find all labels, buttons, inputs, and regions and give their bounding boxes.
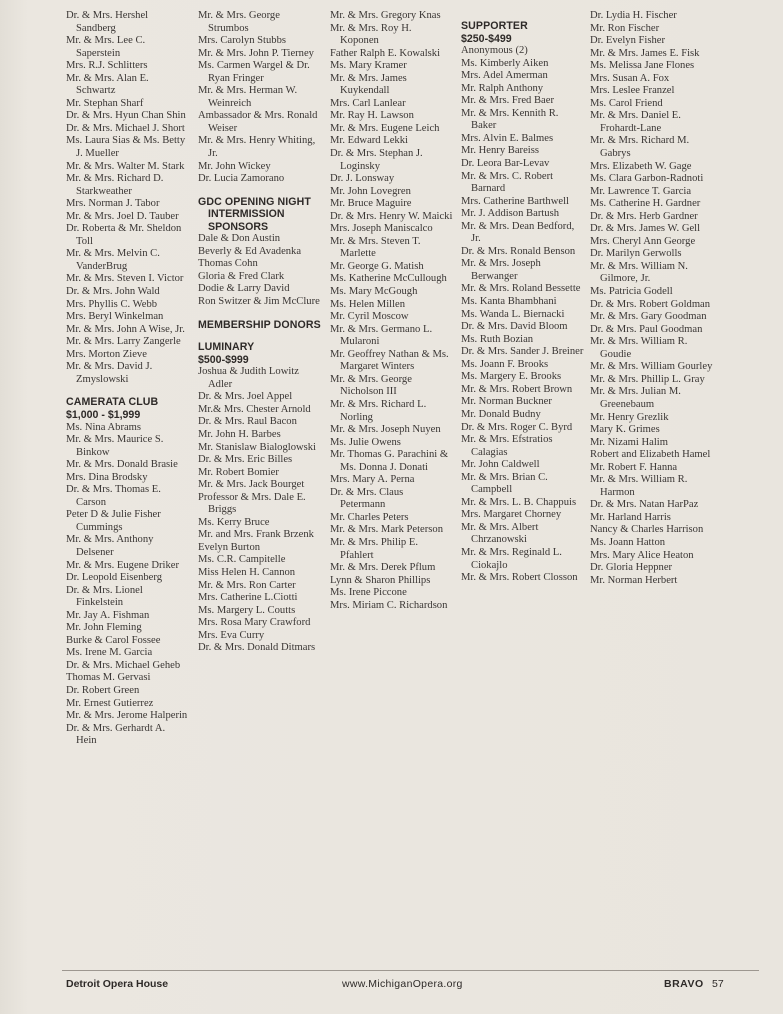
donor-name: Dodie & Larry David [198,283,290,295]
donor-name: Mr. & Mrs. Robert Brown [461,383,573,395]
donor-name: Ryan Fringer [208,72,264,84]
donor-column-2 [198,10,321,655]
donor-column-3 [330,10,453,612]
donor-name: Dr. Gloria Heppner [590,562,673,574]
donor-name: Mr. & Mrs. L. B. Chappuis [461,496,577,508]
donor-name: Mr. & Mrs. John A Wise, Jr. [66,323,185,335]
donor-name: Ambassador & Mrs. Ronald [198,110,318,122]
donor-name: Mrs. Phyllis C. Webb [66,298,158,310]
donor-name: Ms. Patricia Godell [590,286,673,298]
donor-name: Mrs. Mary Alice Heaton [590,549,694,561]
donor-name: Dr. Leopold Eisenberg [66,572,163,584]
donor-name: Dr. & Mrs. Michael Geheb [66,659,181,671]
donor-name: Mr. Stephan Sharf [66,97,144,109]
footer-rule [62,970,759,971]
donor-name: Thomas Cohn [198,258,258,270]
donor-name: Mr. and Mrs. Frank Brzenk [198,529,314,541]
donor-name: Mr. & Mrs. Julian M. [590,386,681,398]
donor-name: Mrs. Elizabeth W. Gage [590,160,692,172]
donor-name: Mr. & Mrs. Dean Bedford, [461,220,575,232]
donor-name: Thomas M. Gervasi [66,672,151,684]
donor-name: Mrs. Eva Curry [198,629,265,641]
donor-name: Harmon [600,486,635,498]
donor-name: Carson [76,496,107,508]
donor-name: Loginsky [340,160,381,172]
donor-name: Mr. Lawrence T. Garcia [590,185,692,197]
donor-name: Mr. George G. Matish [330,260,424,272]
donor-name: Mr. John Lovegren [330,185,411,197]
donor-name: Ms. Melissa Jane Flones [590,60,695,72]
donor-name: Mr. & Mrs. Maurice S. [66,434,164,446]
donor-name: Mr. Ron Fischer [590,22,660,34]
donor-name: Mrs. Alvin E. Balmes [461,132,554,144]
donor-name: Ms. Julie Owens [330,436,401,448]
donor-name: Dr. Leora Bar-Levav [461,158,550,170]
donor-name: Beverly & Ed Avadenka [198,245,302,257]
donor-name: Dale & Don Austin [198,233,281,245]
donor-name: Mr. Robert Bomier [198,466,279,478]
donor-name: Mr. Norman Herbert [590,574,678,586]
donor-name: Mrs. Norman J. Tabor [66,198,160,210]
donor-name: Ms. Clara Garbon-Radnoti [590,173,704,185]
donation-range: $500-$999 [198,353,249,366]
donor-name: Dr. & Mrs. Thomas E. [66,484,161,496]
donor-name: Mr. & Mrs. Eugene Leich [330,122,440,134]
donor-name: Mrs. Morton Zieve [66,348,147,360]
donor-name: Dr. & Mrs. Hershel [66,10,149,21]
donor-name: Dr. & Mrs. Herb Gardner [590,210,698,222]
donor-name: Pfahlert [340,549,374,561]
donor-name: Mr. John Caldwell [461,459,540,471]
donor-name: Mr. Cyril Moscow [330,311,409,323]
donor-name: Mr. & Mrs. Joseph Nuyen [330,424,441,436]
donor-name: Zmyslowski [76,373,129,385]
donor-name: Mr. Thomas G. Parachini & [330,449,449,461]
donor-name: Mr. & Mrs. Phillip L. Gray [590,373,705,385]
donor-name: Mr. & Mrs. Melvin C. [66,248,160,260]
donor-name: Ms. Kanta Bhambhani [461,296,557,308]
donation-range: $1,000 - $1,999 [66,408,141,421]
donor-name: Mr. & Mrs. Ron Carter [198,579,296,591]
donor-name: Barnard [471,183,506,195]
donor-name: Binkow [76,446,110,458]
donor-name: Mr. & Mrs. Mark Peterson [330,524,443,536]
donor-name: Mr. & Mrs. Anthony [66,534,154,546]
donor-name: Mr. & Mrs. Efstratios [461,434,553,446]
donor-name: Mr. Ernest Gutierrez [66,697,154,709]
donor-name: Dr. & Mrs. Michael J. Short [66,122,185,134]
donor-name: Goudie [600,348,632,360]
section-heading: GDC OPENING NIGHT [198,195,311,208]
donor-name: Dr. & Mrs. Sander J. Breiner [461,346,584,358]
donor-name: Ms. Kimberly Aiken [461,57,549,69]
donor-name: Miss Helen H. Cannon [198,566,296,578]
donor-name: Mr. & Mrs. Kennith R. [461,107,559,119]
section-heading: INTERMISSION [208,208,285,221]
section-heading: CAMERATA CLUB [66,396,159,409]
donor-name: Mr. & Mrs. Jack Bourget [198,479,305,491]
donor-name: Mr. & Mrs. Lee C. [66,35,146,47]
donor-name: Mr. & Mrs. Walter M. Stark [66,160,185,172]
donor-name: Mrs. Catherine L.Ciotti [198,592,298,604]
donor-name: Mr. & Mrs. Philip E. [330,536,418,548]
donor-name: Saperstein [76,47,121,59]
donor-name: Ms. Mary Kramer [330,60,407,72]
donor-name: Briggs [208,504,237,516]
donor-name: Weinreich [208,97,252,109]
donor-name: Mr. & Mrs. Daniel E. [590,110,681,122]
donor-name: Cummings [76,521,123,533]
donor-name: Ms. Kerry Bruce [198,516,270,528]
donor-name: Mr. John H. Barbes [198,428,281,440]
donor-name: Ms. Donna J. Donati [340,461,428,473]
donor-name: Mr. Norman Buckner [461,396,552,408]
donor-name: Mr. & Mrs. George [330,373,412,385]
donor-name: Gabrys [600,148,631,160]
donor-name: Mrs. Adel Amerman [461,70,548,82]
donor-name: Greenebaum [600,398,655,410]
donor-name: Evelyn Burton [198,541,261,553]
donor-name: Gloria & Fred Clark [198,270,285,282]
donor-name: Dr. & Mrs. Lionel [66,584,143,596]
donor-name: Mrs. Beryl Winkelman [66,311,164,323]
donor-name: Baker [471,120,497,132]
donor-name: Jr. [471,233,481,245]
donor-name: Mr. John Fleming [66,622,142,634]
donor-name: Dr. Evelyn Fisher [590,35,666,47]
donor-name: Lynn & Sharon Phillips [330,574,431,586]
donor-name: Mr. & Mrs. James [330,72,407,84]
donor-name: Mr. & Mrs. Brian C. [461,471,548,483]
donor-name: Mr. Edward Lekki [330,135,408,147]
donor-name: Mr. & Mrs. Albert [461,521,539,533]
donor-name: Mrs. Dina Brodsky [66,471,148,483]
donor-name: Ms. Wanda L. Biernacki [461,308,565,320]
donor-name: Dr. & Mrs. James W. Gell [590,223,701,235]
donor-name: Dr. & Mrs. Raul Bacon [198,416,297,428]
donor-name: Gilmore, Jr. [600,273,651,285]
donor-name: Mr. Stanislaw Bialoglowski [198,441,317,453]
donor-name: Mr. & Mrs. Henry Whiting, [198,135,316,147]
donor-name: Campbell [471,484,513,496]
donor-name: Mr. John Wickey [198,160,271,172]
donor-name: Toll [76,235,93,247]
donor-name: Mr. & Mrs. Richard M. [590,135,690,147]
donor-name: Dr. J. Lonsway [330,173,395,185]
donor-name: Mrs. Miriam C. Richardson [330,599,448,611]
donor-name: Dr. Marilyn Gerwolls [590,248,682,260]
donor-name: Ms. Irene M. Garcia [66,647,153,659]
donor-name: Anonymous (2) [461,45,528,57]
donor-name: Ms. Helen Millen [330,298,406,310]
donor-name: Mr. & Mrs. Richard D. [66,173,164,185]
donor-name: Mr. & Mrs. Alan E. [66,72,149,84]
donor-name: Dr. & Mrs. Natan HarPaz [590,499,699,511]
donor-name: Father Ralph E. Kowalski [330,47,441,59]
donor-name: Mrs. Joseph Maniscalco [330,223,433,235]
donor-name: Mr. & Mrs. Gary Goodman [590,311,707,323]
donor-name: Schwartz [76,85,116,97]
donor-name: Dr. & Mrs. Henry W. Maicki [330,210,453,222]
donor-name: Mr. Henry Grezlik [590,411,669,423]
donor-name: Robert and Elizabeth Hamel [590,449,711,461]
donor-name: Mr. & Mrs. Roy H. [330,22,412,34]
donor-name: Mr. & Mrs. Derek Pflum [330,562,436,574]
donor-name: Mr. Ralph Anthony [461,82,544,94]
donor-name: Mrs. Leslee Franzel [590,85,675,97]
donor-name: Finkelstein [76,597,124,609]
donor-name: VanderBrug [76,260,128,272]
donor-name: Mr. & Mrs. C. Robert [461,170,554,182]
donor-name: Ms. Irene Piccone [330,587,407,599]
donor-name: Weiser [208,122,238,134]
donor-name: Mr. & Mrs. Joel D. Tauber [66,210,179,222]
page-number: 57 [712,978,724,990]
donor-name: Ms. Catherine H. Gardner [590,198,701,210]
donor-name: Delsener [76,546,114,558]
donor-name: Dr. & Mrs. Ronald Benson [461,245,576,257]
donor-name: Mr. Robert F. Hanna [590,461,678,473]
donor-name: Mr. & Mrs. John P. Tierney [198,47,314,59]
donor-name: Mr. & Mrs. William R. [590,336,688,348]
donor-name: Ms. Carmen Wargel & Dr. [198,60,310,72]
donor-name: Ms. Katherine McCullough [330,273,447,285]
donor-name: Dr. & Mrs. Joel Appel [198,391,293,403]
donor-name: Dr. & Mrs. David Bloom [461,321,568,333]
donor-name: Mrs. Rosa Mary Crawford [198,617,311,629]
donor-name: Dr. & Mrs. Claus [330,486,404,498]
donor-name: Hein [76,735,97,747]
donor-name: Ms. Laura Sias & Ms. Betty [66,135,186,147]
donor-name: Ms. Joann F. Brooks [461,358,549,370]
donor-name: Professor & Mrs. Dale E. [198,491,306,503]
donor-name: Ms. Margery E. Brooks [461,371,562,383]
donor-name: Dr. & Mrs. Stephan J. [330,148,423,160]
donor-name: Mr. & Mrs. Steven I. Victor [66,273,184,285]
donor-name: Mrs. Susan A. Fox [590,72,670,84]
donor-name: Mr. & Mrs. Herman W. [198,85,298,97]
donor-name: Mr. & Mrs. William N. [590,260,688,272]
donor-name: J. Mueller [76,148,119,160]
donor-name: Mr. & Mrs. Eugene Driker [66,559,179,571]
donor-name: Dr. & Mrs. Gerhardt A. [66,722,166,734]
donor-name: Mr. & Mrs. Larry Zangerle [66,336,181,348]
donor-name: Mr. & Mrs. Robert Closson [461,572,578,584]
donor-name: Sandberg [76,22,116,34]
donor-name: Mrs. Mary A. Perna [330,474,415,486]
donor-name: Mary K. Grimes [590,424,660,436]
donation-range: $250-$499 [461,32,512,45]
donor-name: Nicholson III [340,386,397,398]
donor-name: Marlette [340,248,376,260]
donor-name: Mr. Nizami Halim [590,436,668,448]
donor-name: Dr. & Mrs. Eric Billes [198,454,293,466]
donor-name: Margaret Winters [340,361,415,373]
donor-name: Mr. & Mrs. James E. Fisk [590,47,700,59]
donor-name: Mr. Ray H. Lawson [330,110,414,122]
donor-name: Ron Switzer & Jim McClure [198,296,320,308]
donor-name: Mr. & Mrs. William Gourley [590,361,713,373]
donor-name: Mrs. Carolyn Stubbs [198,35,286,47]
donor-name: Kuykendall [340,85,390,97]
donor-name: Mr. & Mrs. Steven T. [330,235,421,247]
donor-name: Mr. & Mrs. William R. [590,474,688,486]
donor-name: Ms. Margery L. Coutts [198,604,296,616]
footer-venue: Detroit Opera House [66,978,169,990]
donor-name: Dr. Robert Green [66,684,140,696]
donor-name: Strumbos [208,22,249,34]
donor-name: Mr. & Mrs. Donald Brasie [66,459,178,471]
donor-name: Adler [208,378,233,390]
donor-name: Mrs. Cheryl Ann George [590,235,696,247]
donor-name: Ms. Ruth Bozian [461,333,534,345]
donor-name: Burke & Carol Fossee [66,634,161,646]
section-heading: SUPPORTER [461,20,528,32]
section-heading: MEMBERSHIP DONORS [198,318,321,331]
donor-name: Mr. Charles Peters [330,511,409,523]
donor-name: Dr. Roberta & Mr. Sheldon [66,223,182,235]
donor-name: Dr. & Mrs. Hyun Chan Shin [66,110,186,122]
footer-publication: BRAVO [664,978,704,990]
donor-name: Ciokajlo [471,559,508,571]
donor-column-5 [590,10,713,587]
donor-name: Mrs. Carl Lanlear [330,97,406,109]
section-heading: LUMINARY [198,341,255,354]
footer-website: www.MichiganOpera.org [342,978,463,990]
donor-name: Mr. & Mrs. Roland Bessette [461,283,581,295]
section-heading: SPONSORS [208,220,269,233]
donor-name: Dr. & Mrs. Paul Goodman [590,323,703,335]
donor-name: Nancy & Charles Harrison [590,524,704,536]
donor-name: Mr. & Mrs. Fred Baer [461,95,554,107]
donor-name: Petermann [340,499,386,511]
donor-name: Berwanger [471,270,518,282]
donor-name: Ms. Joann Hatton [590,536,666,548]
donor-name: Mr. & Mrs. Gregory Knas [330,10,441,21]
donor-name: Koponen [340,35,379,47]
donor-name: Mr. & Mrs. David J. [66,361,153,373]
donor-name: Dr. & Mrs. John Wald [66,286,160,298]
donor-name: Ms. C.R. Campitelle [198,554,286,566]
donor-name: Mr. J. Addison Bartush [461,208,560,220]
donor-name: Norling [340,411,373,423]
donor-name: Ms. Carol Friend [590,97,663,109]
donor-name: Dr. Lucia Zamorano [198,173,285,185]
donor-name: Peter D & Julie Fisher [66,509,161,521]
donor-name: Dr. & Mrs. Robert Goldman [590,298,711,310]
donor-name: Mr. Henry Bareiss [461,145,539,157]
donor-name: Dr. & Mrs. Roger C. Byrd [461,421,573,433]
donor-name: Mr. & Mrs. Richard L. [330,398,427,410]
donor-name: Ms. Mary McGough [330,286,418,298]
donor-name: Mularoni [340,336,380,348]
donor-column-1 [66,10,186,748]
donor-name: Mr. & Mrs. Germano L. [330,323,433,335]
donor-name: Jr. [208,148,218,160]
donor-name: Mr. Harland Harris [590,511,671,523]
donor-name: Mr. & Mrs. Joseph [461,258,541,270]
donor-name: Mr. Donald Budny [461,408,541,420]
donor-name: Mrs. Catherine Barthwell [461,195,569,207]
donor-name: Starkweather [76,185,132,197]
donor-name: Dr. & Mrs. Donald Ditmars [198,642,316,654]
donor-name: Mrs. R.J. Schlitters [66,60,148,72]
donor-name: Dr. Lydia H. Fischer [590,10,677,21]
donor-name: Mr. & Mrs. Jerome Halperin [66,710,188,722]
donor-name: Frohardt-Lane [600,122,662,134]
donor-name: Mr. & Mrs. George [198,10,280,21]
donor-name: Joshua & Judith Lowitz [198,366,299,378]
donor-column-4 [461,10,584,585]
donor-name: Mr. Geoffrey Nathan & Ms. [330,348,449,360]
donor-name: Mr. Bruce Maguire [330,198,412,210]
donor-name: Chrzanowski [471,534,527,546]
donor-name: Mr.& Mrs. Chester Arnold [198,403,311,415]
donor-name: Calagias [471,446,508,458]
donor-name: Mr. Jay A. Fishman [66,609,150,621]
donor-name: Ms. Nina Abrams [66,421,142,433]
donor-name: Mrs. Margaret Chorney [461,509,562,521]
donor-name: Mr. & Mrs. Reginald L. [461,546,562,558]
